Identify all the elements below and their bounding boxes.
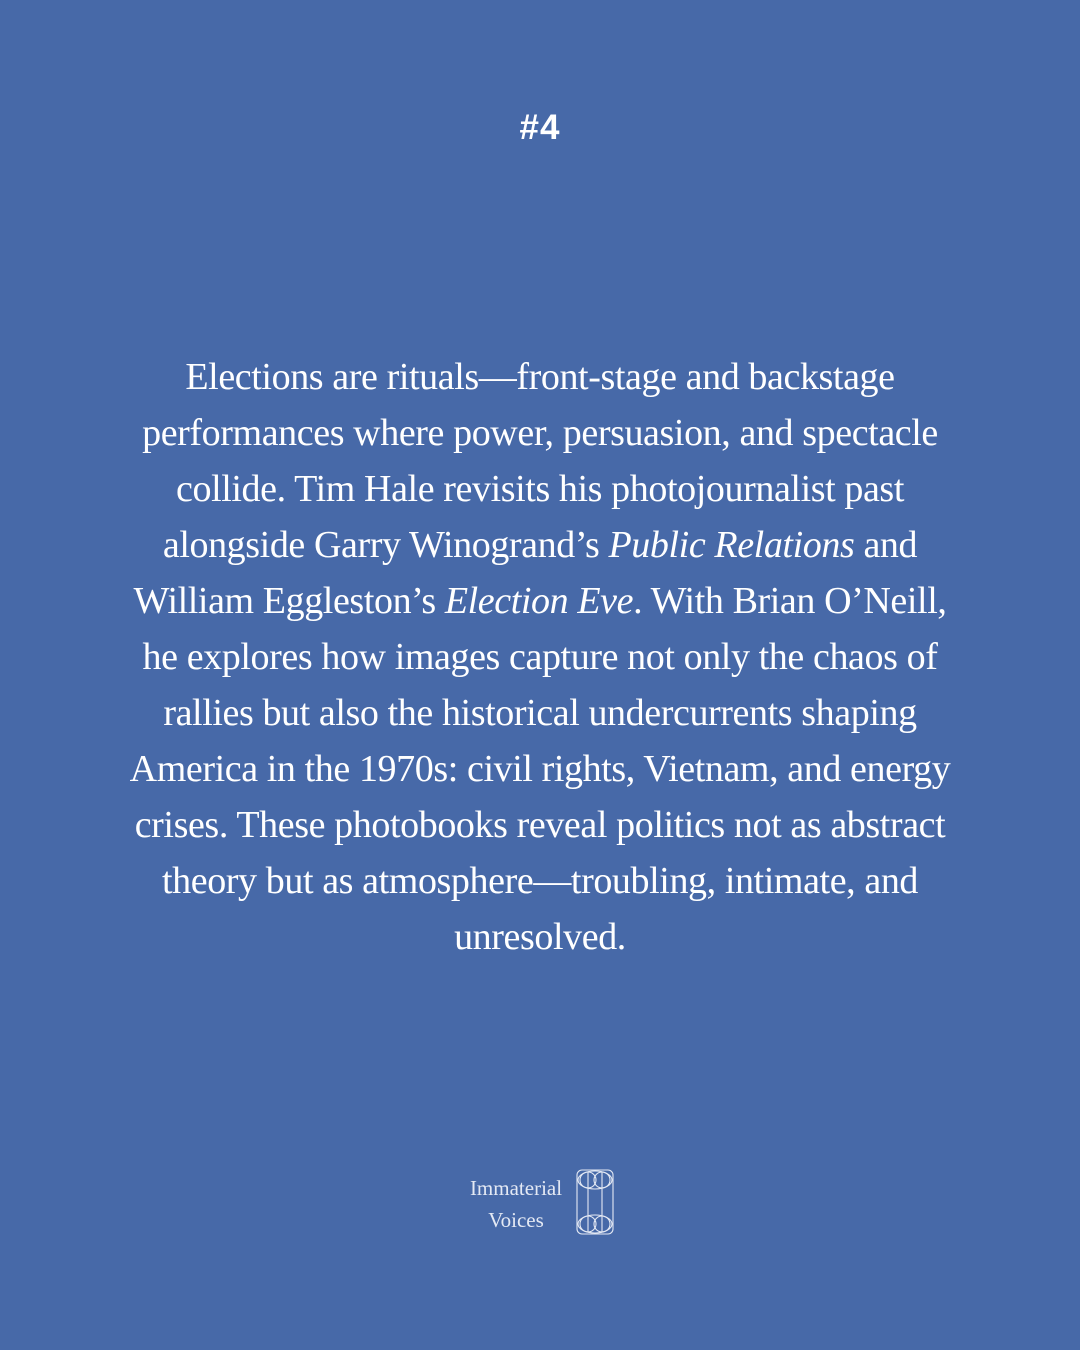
body-line: [100, 853, 980, 909]
body-line: [100, 629, 980, 685]
body-text-segment: and: [854, 524, 918, 566]
body-text-segment: theory but as atmosphere—troubling, intimate, and: [161, 860, 919, 902]
body-line: [100, 405, 980, 461]
body-paragraph: [100, 349, 980, 965]
body-text-segment: unresolved.: [454, 916, 626, 958]
body-line: [100, 517, 980, 573]
body-line: [100, 685, 980, 741]
body-line: [100, 741, 980, 797]
brand-name-line2: Voices: [488, 1208, 544, 1232]
body-line: [100, 461, 980, 517]
body-line: [100, 573, 980, 629]
body-text-segment: . With Brian O’Neill,: [633, 580, 947, 622]
body-line: [100, 349, 980, 405]
brand-name: [458, 1172, 574, 1236]
photobook-title: Public Relations: [608, 524, 855, 566]
body-text-segment: collide. Tim Hale revisits his photojournalist past: [176, 468, 904, 510]
body-text-segment: Elections are rituals—front-stage and backstage: [185, 356, 895, 398]
brand-footer: [0, 1168, 1080, 1238]
body-line: [100, 909, 980, 965]
body-text-segment: alongside Garry Winogrand’s: [162, 524, 609, 566]
body-text-segment: rallies but also the historical undercurrents shaping: [163, 692, 917, 734]
brand-name-line1: Immaterial: [469, 1176, 563, 1200]
cylinder-circles-icon: [575, 1168, 615, 1236]
body-text-segment: crises. These photobooks reveal politics not as abstract: [134, 804, 946, 846]
body-text-segment: America in the 1970s: civil rights, Vietnam, and energy: [129, 748, 951, 790]
post-number: #4: [519, 108, 561, 147]
body-line: [100, 797, 980, 853]
photobook-title: Election Eve: [444, 580, 634, 622]
body-text-segment: he explores how images capture not only the chaos of: [142, 636, 938, 678]
body-text-segment: performances where power, persuasion, and spectacle: [142, 412, 938, 454]
body-text-segment: William Eggleston’s: [133, 580, 445, 622]
